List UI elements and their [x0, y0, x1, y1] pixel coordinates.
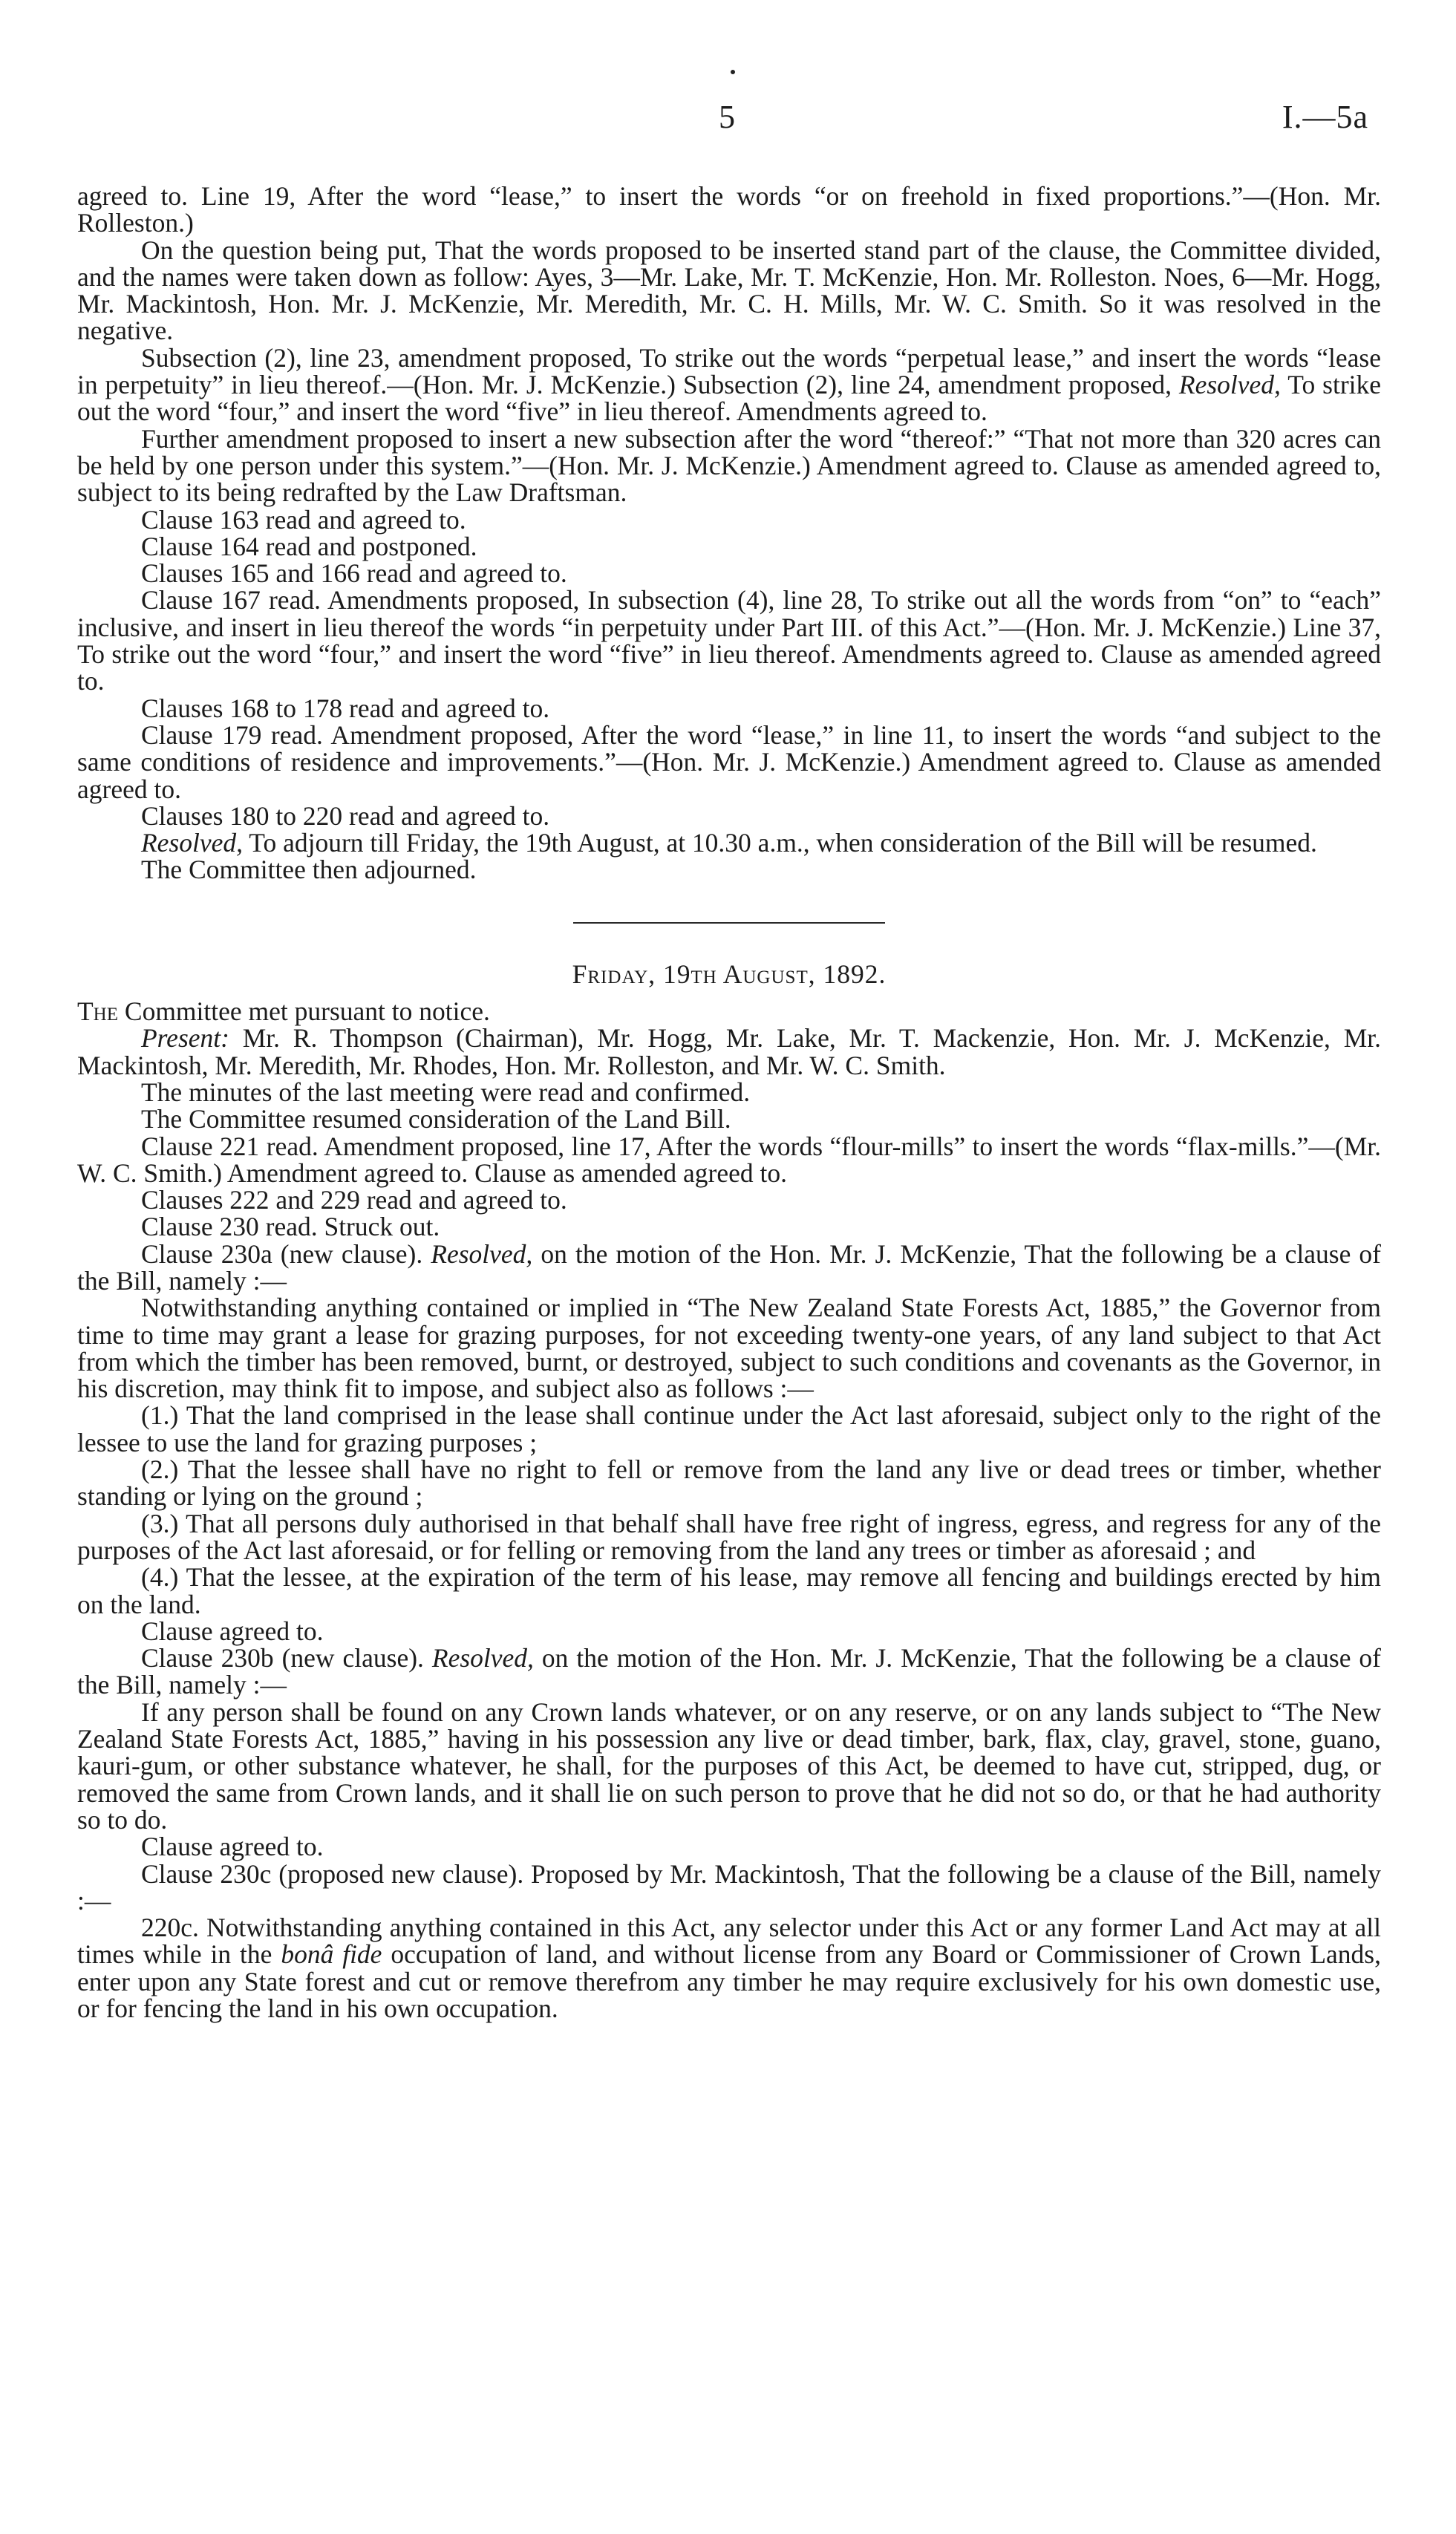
text-run: On the question being put, That the words proposed to be inserted stand part of the clause, the Committee divided, and the names were taken down as follow: Ayes, 3—Mr. Lake, Mr. T. McKenzie, Hon. Mr. Rolleston. Noes, 6—Mr. Hogg, Mr. Mackintosh, Hon. Mr. J. McKenzie, Mr. Meredith, Mr. C. H. Mills, Mr. W. C. Smith. So it was resolved in the negative.	[77, 235, 1381, 346]
paragraph	[77, 587, 1381, 694]
text-run: Clause 230b (new clause).	[141, 1643, 432, 1673]
text-run: Clauses 222 and 229 read and agreed to.	[141, 1185, 567, 1215]
text-run: (1.) That the land comprised in the lease shall continue under the Act last aforesaid, subject only to the right of the lessee to use the land for grazing purposes ;	[77, 1400, 1381, 1457]
text-run: (2.) That the lessee shall have no right to fell or remove from the land any live or dead trees or timber, whether standing or lying on the ground ;	[77, 1454, 1381, 1512]
text-run: Resolved,	[1178, 370, 1281, 400]
text-run: Clause 167 read. Amendments proposed, In subsection (4), line 28, To strike out all the words from “on” to “each” inclusive, and insert in lieu thereof the words “in perpetuity under Part III. of this Act.”—(Hon. Mr. J. McKenzie.) Line 37, To strike out the word “four,” and insert the word “five” in lieu thereof. Amendments agreed to. Clause as amended agreed to.	[77, 585, 1381, 696]
text-run: The	[77, 996, 119, 1027]
paragraph	[77, 237, 1381, 344]
text-run: Clause 230a (new clause).	[141, 1238, 431, 1269]
text-run: Resolved,	[431, 1238, 533, 1269]
text-run: Clause agreed to.	[141, 1616, 324, 1646]
paragraph	[77, 719, 1381, 804]
paper-reference: I.—5a	[1282, 99, 1368, 135]
paragraph	[77, 560, 1381, 587]
minutes-body	[77, 183, 1381, 2022]
text-run: 220c. Notwithstanding anything contained in this Act, any selector under this Act or any former Land Act may at all times while in the	[77, 1913, 1381, 1970]
text-run: bonâ fide	[281, 1939, 382, 1970]
page-number: 5	[719, 99, 735, 135]
text-run: Clause 230c (proposed new clause). Proposed by Mr. Mackintosh, That the following be a clause of the Bill, namely :—	[77, 1858, 1381, 1916]
text-run: The Committee then adjourned.	[141, 855, 477, 885]
text-run: Clauses 180 to 220 read and agreed to.	[141, 800, 550, 831]
text-run: To adjourn till Friday, the 19th August, at 10.30 a.m., when consideration of the Bill will be resumed.	[243, 828, 1317, 858]
paragraph	[77, 183, 1381, 237]
text-run: Clause 221 read. Amendment proposed, line 17, After the words “flour-mills” to insert the words “flax-mills.”—(Mr. W. C. Smith.) Amendment agreed to. Clause as amended agreed to.	[77, 1131, 1381, 1188]
text-run: Further amendment proposed to insert a new subsection after the word “thereof:” “That not more than 320 acres can be held by one person under this system.”—(Hon. Mr. J. McKenzie.) Amendment agreed to. Clause as amended agreed to, subject to its being redrafted by the Law Draftsman.	[77, 423, 1381, 508]
text-run: The Committee resumed consideration of the Land Bill.	[141, 1104, 731, 1134]
text-run: Clauses 165 and 166 read and agreed to.	[141, 558, 567, 589]
text-run: occupation of land, and without license from any Board or Commissioner of Crown Lands, enter upon any State forest and cut or remove therefrom any timber he may require exclusively for his own domestic use, or for fencing the land in his own occupation.	[77, 1939, 1381, 2023]
text-run: The minutes of the last meeting were read and confirmed.	[141, 1077, 751, 1107]
paragraph	[77, 1186, 1381, 1213]
meeting-date-heading	[77, 961, 1381, 987]
paragraph	[77, 800, 1381, 831]
paragraph	[77, 533, 1381, 560]
text-run: Present:	[141, 1023, 229, 1054]
text-run: Clause 230 read. Struck out.	[141, 1212, 440, 1242]
text-run: Clauses 168 to 178 read and agreed to.	[141, 693, 550, 723]
paragraph	[77, 998, 1381, 1025]
paragraph	[77, 1699, 1381, 1833]
paragraph	[77, 856, 1381, 883]
text-run: (4.) That the lessee, at the expiration of the term of his lease, may remove all fencing and buildings erected by him on the land.	[77, 1562, 1381, 1619]
text-run: Clause agreed to.	[141, 1832, 324, 1862]
text-run: agreed to. Line 19, After the word “lease,” to insert the words “or on freehold in fixed proportions.”—(Hon. Mr. Rolleston.)	[77, 181, 1381, 238]
paragraph	[77, 1510, 1381, 1564]
paragraph	[77, 1564, 1381, 1618]
paragraph	[77, 1133, 1381, 1187]
text-run: To strike out the word “four,” and insert the word “five” in lieu thereof. Amendments agreed to.	[77, 370, 1382, 427]
paragraph	[77, 1238, 1381, 1296]
text-run: Notwithstanding anything contained or implied in “The New Zealand State Forests Act, 1885,” the Governor from time to time may grant a lease for grazing purposes, for not exceeding twenty-one years, of any land subject to that Act from which the timber has been removed, burnt, or destroyed, subject to such conditions and covenants as the Governor, in his discretion, may think fit to impose, and subject also as follows :—	[77, 1293, 1381, 1404]
paragraph	[77, 1858, 1381, 1916]
paragraph	[77, 1456, 1381, 1510]
paragraph	[77, 1645, 1381, 1699]
text-run: Mr. R. Thompson (Chairman), Mr. Hogg, Mr. Lake, Mr. T. Mackenzie, Hon. Mr. J. McKenzie, Mr. Mackintosh, Mr. Meredith, Mr. Rhodes, Hon. Mr. Rolleston, and Mr. W. C. Smith.	[77, 1023, 1381, 1080]
text-run: Clause 179 read. Amendment proposed, After the word “lease,” in line 11, to insert the words “and subject to the same conditions of residence and improvements.”—(Hon. Mr. J. McKenzie.) Amendment agreed to. Clause as amended agreed to.	[77, 719, 1381, 804]
section-divider	[573, 922, 885, 924]
paragraph	[77, 344, 1381, 425]
text-run: on the motion of the Hon. Mr. J. McKenzie, That the following be a clause of the Bill, namely :—	[77, 1643, 1381, 1700]
text-run: Committee met pursuant to notice.	[118, 996, 490, 1027]
speck-mark	[731, 70, 735, 74]
paragraph	[77, 506, 1381, 533]
paragraph	[77, 1914, 1381, 2022]
text-run: Subsection (2), line 23, amendment proposed, To strike out the words “perpetual lease,” and insert the words “lease in perpetuity” in lieu thereof.—(Hon. Mr. J. McKenzie.) Subsection (2), line 24, amendment proposed,	[77, 342, 1381, 400]
paragraph	[77, 1618, 1381, 1645]
text-run: Clause 164 read and postponed.	[141, 531, 477, 561]
text-run: Clause 163 read and agreed to.	[141, 504, 466, 535]
paragraph	[77, 695, 1381, 722]
paragraph	[77, 1294, 1381, 1402]
paragraph	[77, 1402, 1381, 1456]
text-run: Friday, 19th August, 1892.	[572, 959, 887, 989]
paragraph	[77, 1106, 1381, 1132]
text-run: If any person shall be found on any Crown lands whatever, or on any reserve, or on any lands subject to “The New Zealand State Forests Act, 1885,” having in his possession any live or dead timber, bark, flax, clay, gravel, stone, guano, kauri-gum, or other substance whatever, he shall, for the purposes of this Act, be deemed to have cut, stripped, dug, or removed the same from Crown lands, and it shall lie on such person to prove that he did not so do, or that he had authority so to do.	[77, 1697, 1381, 1835]
paragraph	[77, 1833, 1381, 1860]
paragraph	[77, 829, 1381, 856]
text-run: Resolved,	[141, 828, 244, 858]
text-run: on the motion of the Hon. Mr. J. McKenzie, That the following be a clause of the Bill, namely :—	[77, 1238, 1381, 1296]
text-run: (3.) That all persons duly authorised in that behalf shall have free right of ingress, egress, and regress for any of the purposes of the Act last aforesaid, or for felling or removing from the land any trees or timber as aforesaid ; and	[77, 1508, 1381, 1565]
text-run: Resolved,	[431, 1643, 534, 1673]
paragraph	[77, 1079, 1381, 1106]
paragraph	[77, 1025, 1381, 1079]
paragraph	[77, 1213, 1381, 1240]
paragraph	[77, 425, 1381, 506]
